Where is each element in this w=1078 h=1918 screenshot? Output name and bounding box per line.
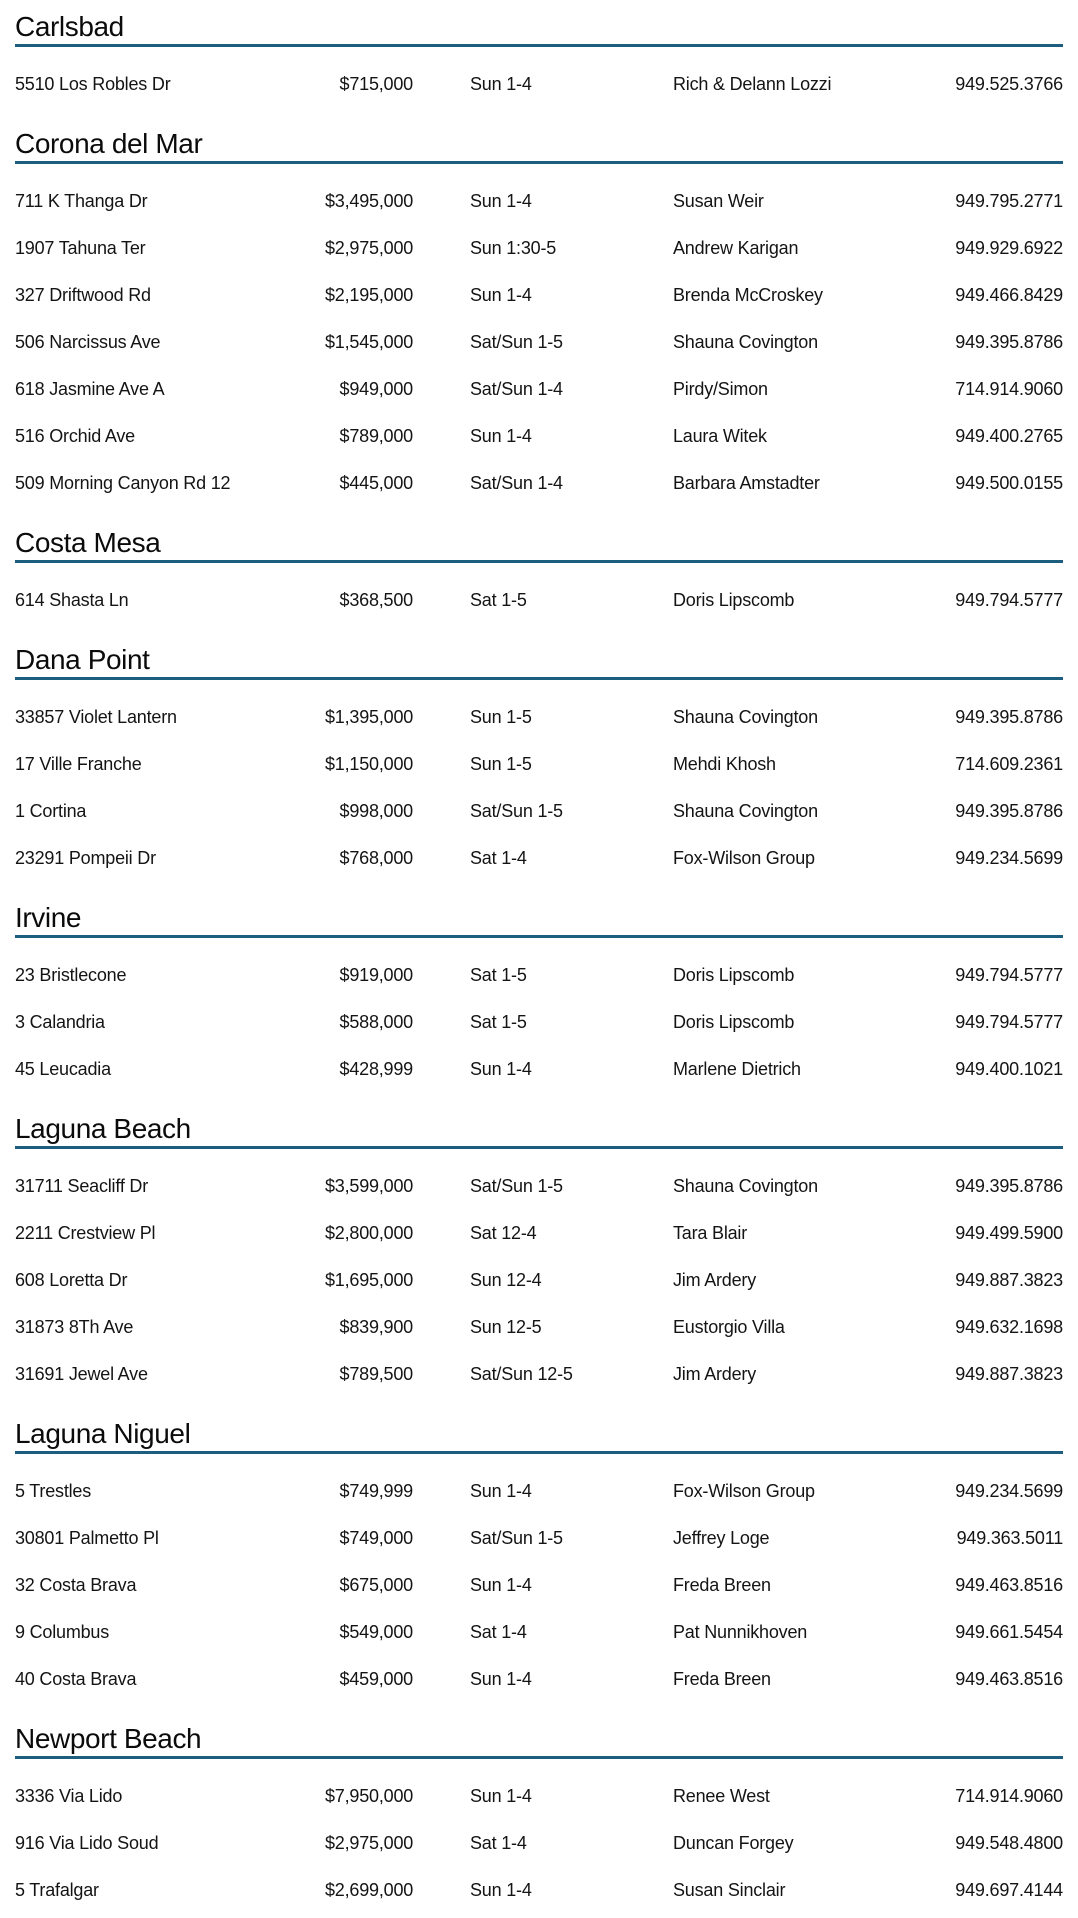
listing-phone: 949.661.5454 (955, 1622, 1063, 1642)
listing-agent: Shauna Covington (673, 801, 818, 821)
listing-row (15, 1304, 1063, 1351)
city-section (15, 526, 1063, 624)
listing-agent: Pirdy/Simon (673, 379, 768, 399)
listing-phone: 949.395.8786 (955, 1176, 1063, 1196)
listing-phone: 949.794.5777 (955, 1012, 1063, 1032)
listing-price: $459,000 (339, 1669, 413, 1689)
listing-address: 516 Orchid Ave (15, 426, 135, 446)
listing-open-time: Sat 12-4 (470, 1223, 537, 1243)
listing-row (15, 788, 1063, 835)
listing-price: $3,495,000 (325, 191, 414, 211)
listing-phone: 949.887.3823 (955, 1270, 1063, 1290)
listing-address: 30801 Palmetto Pl (15, 1528, 159, 1548)
listing-row (15, 1046, 1063, 1093)
listing-row (15, 1773, 1063, 1820)
city-section (15, 10, 1063, 108)
listing-price: $789,500 (339, 1364, 413, 1384)
listing-price: $768,000 (339, 848, 413, 868)
listing-rows (15, 47, 1063, 108)
listing-agent: Shauna Covington (673, 332, 818, 352)
listing-row (15, 225, 1063, 272)
listing-row (15, 366, 1063, 413)
city-heading: Newport Beach (15, 1723, 202, 1754)
listing-agent: Freda Breen (673, 1575, 771, 1595)
listing-price: $445,000 (339, 473, 413, 493)
listing-phone: 949.395.8786 (955, 332, 1063, 352)
listing-agent: Jim Ardery (673, 1364, 757, 1384)
listing-phone: 949.395.8786 (955, 801, 1063, 821)
listing-row (15, 272, 1063, 319)
listing-phone: 949.400.1021 (955, 1059, 1063, 1079)
listing-price: $2,975,000 (325, 238, 414, 258)
listing-agent: Laura Witek (673, 426, 767, 446)
listing-price: $715,000 (339, 74, 413, 94)
listing-row (15, 1351, 1063, 1398)
listing-phone: 949.466.8429 (955, 285, 1063, 305)
listing-rows (15, 1454, 1063, 1703)
listing-agent: Jeffrey Loge (673, 1528, 770, 1548)
listing-open-time: Sun 1-5 (470, 754, 532, 774)
listing-open-time: Sat/Sun 1-5 (470, 801, 563, 821)
listing-row (15, 835, 1063, 882)
listing-agent: Mehdi Khosh (673, 754, 776, 774)
city-heading: Laguna Beach (15, 1113, 191, 1144)
listing-price: $1,545,000 (325, 332, 414, 352)
listing-open-time: Sun 1-5 (470, 707, 532, 727)
listing-row (15, 1820, 1063, 1867)
listing-agent: Fox-Wilson Group (673, 1481, 815, 1501)
listing-agent: Eustorgio Villa (673, 1317, 785, 1337)
listing-agent: Brenda McCroskey (673, 285, 823, 305)
listing-address: 17 Ville Franche (15, 754, 142, 774)
listing-row (15, 1562, 1063, 1609)
listing-agent: Jim Ardery (673, 1270, 757, 1290)
listing-open-time: Sun 1-4 (470, 1786, 532, 1806)
listing-address: 40 Costa Brava (15, 1669, 137, 1689)
listing-address: 506 Narcissus Ave (15, 332, 161, 352)
listing-rows (15, 938, 1063, 1093)
listing-row (15, 1656, 1063, 1703)
listing-row (15, 694, 1063, 741)
listing-agent: Duncan Forgey (673, 1833, 794, 1853)
listing-address: 23 Bristlecone (15, 965, 127, 985)
listing-open-time: Sat 1-4 (470, 848, 527, 868)
city-section (15, 901, 1063, 1093)
listing-agent: Fox-Wilson Group (673, 848, 815, 868)
listing-address: 31691 Jewel Ave (15, 1364, 148, 1384)
listing-address: 23291 Pompeii Dr (15, 848, 156, 868)
listing-address: 608 Loretta Dr (15, 1270, 128, 1290)
listing-agent: Doris Lipscomb (673, 1012, 795, 1032)
listing-open-time: Sun 1-4 (470, 1669, 532, 1689)
listing-row (15, 1163, 1063, 1210)
listing-agent: Tara Blair (673, 1223, 748, 1243)
listing-row (15, 413, 1063, 460)
listing-agent: Marlene Dietrich (673, 1059, 801, 1079)
listing-rows (15, 680, 1063, 882)
listing-open-time: Sat 1-5 (470, 965, 527, 985)
listing-price: $2,699,000 (325, 1880, 414, 1900)
listing-price: $2,800,000 (325, 1223, 414, 1243)
listing-row (15, 1515, 1063, 1562)
listing-open-time: Sat 1-5 (470, 590, 527, 610)
listing-open-time: Sat 1-5 (470, 1012, 527, 1032)
listing-phone: 949.463.8516 (955, 1575, 1063, 1595)
listing-price: $1,695,000 (325, 1270, 414, 1290)
listing-phone: 949.794.5777 (955, 590, 1063, 610)
city-heading: Corona del Mar (15, 128, 203, 159)
city-heading: Irvine (15, 902, 82, 933)
listing-price: $919,000 (339, 965, 413, 985)
listing-phone: 949.929.6922 (955, 238, 1063, 258)
listing-phone: 714.609.2361 (955, 754, 1063, 774)
listing-address: 45 Leucadia (15, 1059, 111, 1079)
listing-agent: Renee West (673, 1786, 770, 1806)
city-heading: Carlsbad (15, 11, 124, 42)
listing-open-time: Sun 12-5 (470, 1317, 542, 1337)
listing-price: $675,000 (339, 1575, 413, 1595)
listing-price: $2,975,000 (325, 1833, 414, 1853)
listing-open-time: Sun 1-4 (470, 1575, 532, 1595)
listing-phone: 714.914.9060 (955, 1786, 1063, 1806)
listing-open-time: Sat/Sun 1-5 (470, 332, 563, 352)
listing-address: 711 K Thanga Dr (15, 191, 148, 211)
listing-agent: Rich & Delann Lozzi (673, 74, 832, 94)
listing-address: 32 Costa Brava (15, 1575, 137, 1595)
listing-price: $749,999 (339, 1481, 413, 1501)
city-section (15, 1722, 1063, 1914)
listing-address: 3336 Via Lido (15, 1786, 123, 1806)
listing-address: 5 Trestles (15, 1481, 92, 1501)
listing-open-time: Sat/Sun 1-5 (470, 1176, 563, 1196)
listing-address: 618 Jasmine Ave A (15, 379, 165, 399)
listing-phone: 949.525.3766 (955, 74, 1063, 94)
listing-phone: 949.794.5777 (955, 965, 1063, 985)
listing-agent: Doris Lipscomb (673, 590, 795, 610)
listing-row (15, 1867, 1063, 1914)
listing-row (15, 952, 1063, 999)
listing-price: $749,000 (339, 1528, 413, 1548)
listing-price: $949,000 (339, 379, 413, 399)
listing-agent: Doris Lipscomb (673, 965, 795, 985)
listing-agent: Pat Nunnikhoven (673, 1622, 808, 1642)
listing-open-time: Sat 1-4 (470, 1833, 527, 1853)
listing-rows (15, 164, 1063, 507)
listing-price: $3,599,000 (325, 1176, 414, 1196)
listing-row (15, 61, 1063, 108)
listing-open-time: Sat/Sun 12-5 (470, 1364, 573, 1384)
listing-address: 5510 Los Robles Dr (15, 74, 171, 94)
listing-address: 916 Via Lido Soud (15, 1833, 159, 1853)
listing-agent: Susan Sinclair (673, 1880, 786, 1900)
listing-price: $549,000 (339, 1622, 413, 1642)
listing-rows (15, 1759, 1063, 1914)
listing-phone: 949.632.1698 (955, 1317, 1063, 1337)
listing-rows (15, 563, 1063, 624)
listing-open-time: Sun 1:30-5 (470, 238, 557, 258)
listing-address: 614 Shasta Ln (15, 590, 129, 610)
listing-open-time: Sat/Sun 1-5 (470, 1528, 563, 1548)
listing-address: 1907 Tahuna Ter (15, 238, 146, 258)
listing-open-time: Sun 1-4 (470, 191, 532, 211)
listing-address: 5 Trafalgar (15, 1880, 99, 1900)
listing-phone: 949.795.2771 (955, 191, 1063, 211)
listing-row (15, 1210, 1063, 1257)
listing-open-time: Sun 1-4 (470, 1059, 532, 1079)
listing-price: $7,950,000 (325, 1786, 414, 1806)
listing-agent: Freda Breen (673, 1669, 771, 1689)
listing-price: $588,000 (339, 1012, 413, 1032)
city-section (15, 643, 1063, 882)
listing-address: 31711 Seacliff Dr (15, 1176, 149, 1196)
listing-open-time: Sun 1-4 (470, 74, 532, 94)
listing-row (15, 319, 1063, 366)
listing-agent: Andrew Karigan (673, 238, 799, 258)
listing-address: 9 Columbus (15, 1622, 110, 1642)
listing-phone: 949.234.5699 (955, 1481, 1063, 1501)
listing-agent: Shauna Covington (673, 707, 818, 727)
listing-phone: 949.234.5699 (955, 848, 1063, 868)
listing-row (15, 460, 1063, 507)
listing-row (15, 1257, 1063, 1304)
listing-phone: 949.548.4800 (955, 1833, 1063, 1853)
listing-row (15, 1468, 1063, 1515)
listing-row (15, 178, 1063, 225)
listing-open-time: Sat/Sun 1-4 (470, 379, 563, 399)
listing-address: 31873 8Th Ave (15, 1317, 134, 1337)
listing-address: 2211 Crestview Pl (15, 1223, 156, 1243)
city-section (15, 1112, 1063, 1398)
listing-row (15, 577, 1063, 624)
city-heading: Laguna Niguel (15, 1418, 191, 1449)
listing-price: $2,195,000 (325, 285, 414, 305)
listing-row (15, 741, 1063, 788)
listing-phone: 949.499.5900 (955, 1223, 1063, 1243)
listing-phone: 949.887.3823 (955, 1364, 1063, 1384)
listing-open-time: Sun 1-4 (470, 1880, 532, 1900)
listing-phone: 949.395.8786 (955, 707, 1063, 727)
listing-price: $789,000 (339, 426, 413, 446)
listing-open-time: Sun 1-4 (470, 285, 532, 305)
listing-price: $428,999 (339, 1059, 413, 1079)
listing-price: $839,900 (339, 1317, 413, 1337)
listing-open-time: Sun 1-4 (470, 426, 532, 446)
listing-agent: Susan Weir (673, 191, 764, 211)
city-heading: Costa Mesa (15, 527, 161, 558)
listing-phone: 949.697.4144 (955, 1880, 1063, 1900)
listing-address: 509 Morning Canyon Rd 12 (15, 473, 231, 493)
listing-address: 33857 Violet Lantern (15, 707, 177, 727)
listing-address: 3 Calandria (15, 1012, 105, 1032)
city-heading: Dana Point (15, 644, 150, 675)
city-section (15, 127, 1063, 507)
listing-phone: 949.400.2765 (955, 426, 1063, 446)
listing-price: $998,000 (339, 801, 413, 821)
listing-phone: 949.500.0155 (955, 473, 1063, 493)
listing-price: $368,500 (339, 590, 413, 610)
listing-address: 1 Cortina (15, 801, 87, 821)
listing-row (15, 1609, 1063, 1656)
listing-phone: 949.363.5011 (956, 1528, 1063, 1548)
listing-open-time: Sun 12-4 (470, 1270, 542, 1290)
listing-agent: Shauna Covington (673, 1176, 818, 1196)
listing-open-time: Sat/Sun 1-4 (470, 473, 563, 493)
open-house-listing-document (15, 10, 1063, 1914)
listing-agent: Barbara Amstadter (673, 473, 820, 493)
listing-open-time: Sat 1-4 (470, 1622, 527, 1642)
listing-phone: 714.914.9060 (955, 379, 1063, 399)
listing-phone: 949.463.8516 (955, 1669, 1063, 1689)
listing-rows (15, 1149, 1063, 1398)
listing-price: $1,150,000 (325, 754, 414, 774)
listing-row (15, 999, 1063, 1046)
listing-price: $1,395,000 (325, 707, 414, 727)
listing-open-time: Sun 1-4 (470, 1481, 532, 1501)
listing-address: 327 Driftwood Rd (15, 285, 151, 305)
city-section (15, 1417, 1063, 1703)
